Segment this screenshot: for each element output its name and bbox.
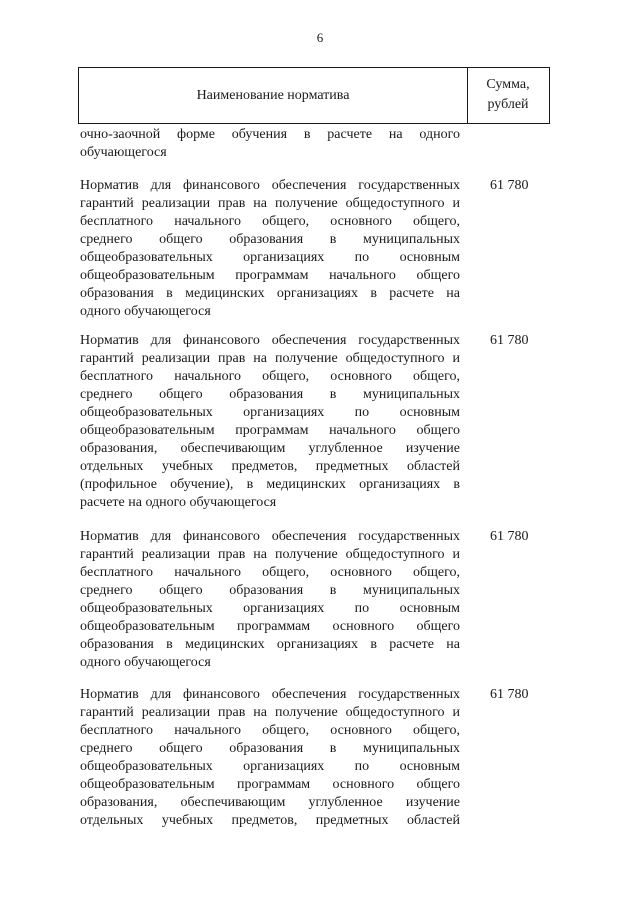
continuation-text (80, 126, 460, 162)
amount-value: 61 780 (490, 687, 529, 702)
table-header (78, 67, 550, 124)
amount-value: 61 780 (490, 529, 529, 544)
text-line: гарантий реализации прав на получение общедоступного и (80, 351, 460, 366)
text-line: Норматив для финансового обеспечения государственных (80, 687, 460, 702)
text-line: среднего общего образования в муниципальных (80, 741, 460, 756)
text-line: отдельных учебных предметов, предметных областей (80, 459, 460, 474)
normative-entry (80, 332, 460, 512)
text-line: общеобразовательным программам основного общего (80, 777, 460, 792)
normative-entry (80, 528, 460, 672)
text-line: одного обучающегося (80, 655, 211, 670)
text-line: среднего общего образования в муниципальных (80, 232, 460, 247)
text-line: образования в медицинских организациях в расчете на (80, 286, 460, 301)
page-number: 6 (316, 30, 324, 45)
header-sum-line2: рублей (487, 97, 529, 112)
normative-entry (80, 177, 460, 321)
amount-value: 61 780 (490, 333, 529, 348)
amount-value: 61 780 (490, 178, 529, 193)
text-line: одного обучающегося (80, 304, 211, 319)
text-line: гарантий реализации прав на получение общедоступного и (80, 196, 460, 211)
header-sum-column (467, 75, 549, 115)
text-line: общеобразовательных организациях по основным (80, 250, 460, 265)
text-line: общеобразовательных организациях по основным (80, 601, 460, 616)
text-line: обучающегося (80, 145, 167, 160)
header-sum-line1: Сумма, (486, 77, 530, 92)
text-line: бесплатного начального общего, основного общего, (80, 723, 460, 738)
normative-entry (80, 686, 460, 830)
text-line: общеобразовательным программам начального общего (80, 423, 460, 438)
text-line: очно-заочной форме обучения в расчете на одного (80, 127, 460, 142)
text-line: общеобразовательным программам начального общего (80, 268, 460, 283)
text-line: гарантий реализации прав на получение общедоступного и (80, 547, 460, 562)
text-line: среднего общего образования в муниципальных (80, 387, 460, 402)
text-line: отдельных учебных предметов, предметных областей (80, 813, 460, 828)
text-line: бесплатного начального общего, основного общего, (80, 565, 460, 580)
text-line: (профильное обучение), в медицинских организациях в (80, 477, 460, 492)
text-line: бесплатного начального общего, основного общего, (80, 369, 460, 384)
text-line: общеобразовательных организациях по основным (80, 759, 460, 774)
text-line: Норматив для финансового обеспечения государственных (80, 529, 460, 544)
header-name-column: Наименование норматива (196, 88, 350, 103)
text-line: образования, обеспечивающим углубленное изучение (80, 441, 460, 456)
text-line: бесплатного начального общего, основного общего, (80, 214, 460, 229)
text-line: гарантий реализации прав на получение общедоступного и (80, 705, 460, 720)
text-line: среднего общего образования в муниципальных (80, 583, 460, 598)
text-line: образования в медицинских организациях в расчете на (80, 637, 460, 652)
text-line: расчете на одного обучающегося (80, 495, 277, 510)
text-line: Норматив для финансового обеспечения государственных (80, 333, 460, 348)
text-line: образования, обеспечивающим углубленное изучение (80, 795, 460, 810)
text-line: Норматив для финансового обеспечения государственных (80, 178, 460, 193)
text-line: общеобразовательным программам основного общего (80, 619, 460, 634)
text-line: общеобразовательных организациях по основным (80, 405, 460, 420)
